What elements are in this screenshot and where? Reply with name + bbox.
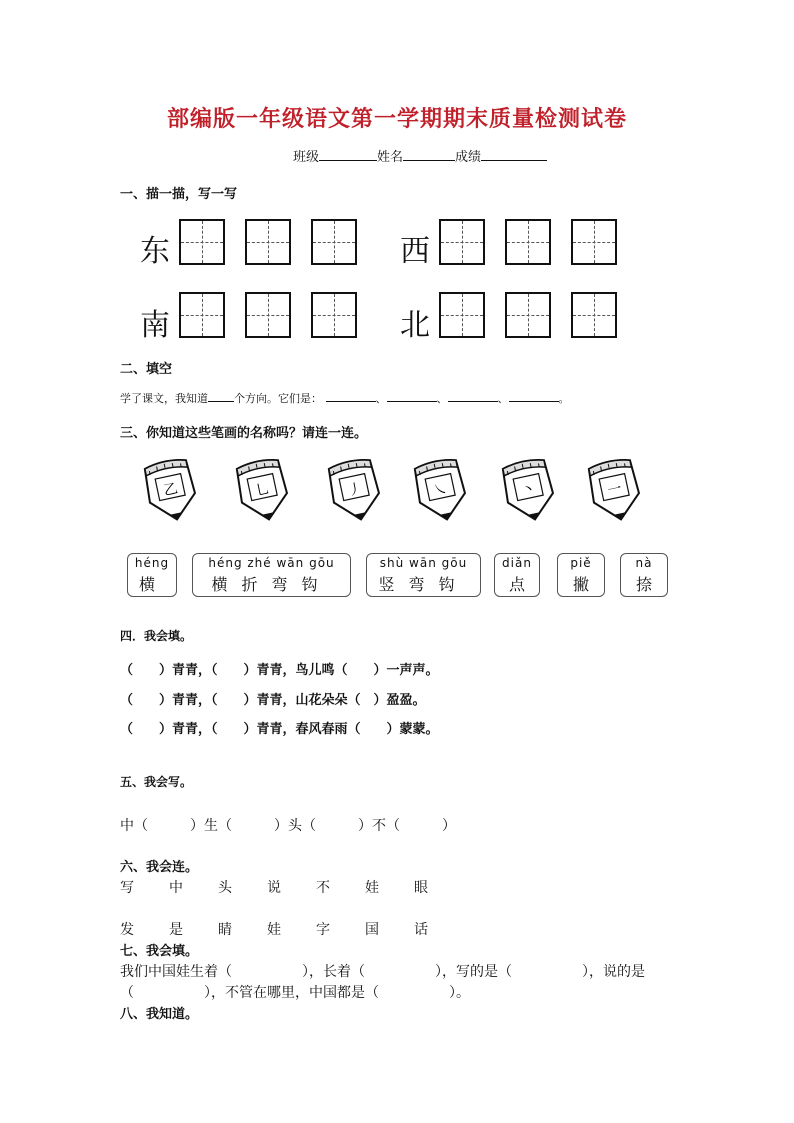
connect-char[interactable]: 娃 — [365, 880, 379, 896]
direction-blank[interactable] — [326, 391, 376, 402]
char-xi: 西 — [400, 234, 430, 269]
section-5-heading: 五、我会写。 — [120, 775, 193, 789]
name-label: 姓名 — [377, 150, 404, 165]
fill-row: （ ）青青，（ ）青青，山花朵朵（ ）盈盈。 — [120, 693, 426, 708]
connect-char[interactable]: 国 — [365, 922, 379, 938]
score-label: 成绩 — [455, 150, 482, 165]
writing-box[interactable] — [571, 292, 617, 338]
section-7-line-2: （ ），不管在哪里，中国都是（ ）。 — [120, 985, 470, 1001]
section-7-line-1: 我们中国娃生着（ ），长着（ ），写的是（ ），说的是 — [120, 964, 645, 980]
card-hanzi: 捺 — [635, 575, 652, 594]
pencil-stroke-glyph: ㇏ — [432, 480, 450, 500]
writing-box[interactable] — [179, 219, 225, 265]
direction-fill-line — [120, 390, 570, 406]
section-4-heading: 四．我会填。 — [120, 629, 193, 643]
section-8-heading: 八、我知道。 — [120, 1007, 199, 1022]
separator: 、 — [497, 392, 509, 405]
connect-row-1 — [120, 877, 463, 897]
writing-box[interactable] — [179, 292, 225, 338]
fill-row: （ ）青青，（ ）青青，鸟儿鸣（ ）一声声。 — [120, 663, 439, 678]
connect-char[interactable]: 是 — [169, 922, 183, 938]
card-pinyin: piě — [570, 556, 592, 570]
connect-char[interactable]: 话 — [414, 922, 428, 938]
class-label: 班级 — [293, 150, 320, 165]
stroke-card-heng[interactable] — [127, 553, 177, 597]
score-blank[interactable] — [481, 148, 547, 161]
pencil-stroke-glyph: 丿 — [346, 480, 364, 500]
fill-row: （ ）青青，（ ）青青，春风春雨（ ）蒙蒙。 — [120, 722, 439, 737]
connect-char[interactable]: 中 — [169, 880, 183, 896]
section-1-heading: 一、描一描，写一写 — [120, 187, 238, 202]
pencil-stroke-glyph: 丶 — [520, 480, 538, 500]
card-pinyin: shù wān gōu — [379, 556, 468, 570]
card-pinyin: nà — [635, 556, 653, 570]
stroke-card-hengzhewangou[interactable] — [192, 553, 351, 597]
char-nan: 南 — [140, 308, 170, 343]
class-blank[interactable] — [319, 148, 377, 161]
direction-blank[interactable] — [509, 391, 559, 402]
connect-char[interactable]: 眼 — [414, 880, 428, 896]
writing-box[interactable] — [505, 219, 551, 265]
write-line: 中（ ）生（ ）头（ ）不（ ） — [120, 818, 456, 834]
section-3-heading: 三、你知道这些笔画的名称吗？请连一连。 — [120, 426, 368, 441]
connect-char[interactable]: 睛 — [218, 922, 232, 938]
stroke-card-pie[interactable] — [557, 553, 605, 597]
pencil-4-icon[interactable] — [406, 456, 476, 526]
connect-char[interactable]: 说 — [267, 880, 281, 896]
stroke-card-shuwangou[interactable] — [366, 553, 481, 597]
direction-blank[interactable] — [387, 391, 437, 402]
card-hanzi: 点 — [508, 575, 525, 594]
direction-blank[interactable] — [448, 391, 498, 402]
section-7-heading: 七、我会填。 — [120, 944, 199, 959]
card-pinyin: héng — [134, 556, 170, 570]
connect-char[interactable]: 发 — [120, 922, 134, 938]
connect-char[interactable]: 字 — [316, 922, 330, 938]
separator: 、 — [375, 392, 387, 405]
pencil-stroke-glyph: 乚 — [254, 480, 272, 500]
writing-box[interactable] — [245, 219, 291, 265]
writing-box[interactable] — [245, 292, 291, 338]
pencil-6-icon[interactable] — [580, 456, 650, 526]
separator: 、 — [436, 392, 448, 405]
card-hanzi: 横折弯钩 — [211, 575, 332, 594]
connect-char[interactable]: 不 — [316, 880, 330, 896]
fill-text-b: 个方向。它们是： — [234, 392, 322, 405]
char-dong: 东 — [140, 234, 170, 269]
connect-char[interactable]: 头 — [218, 880, 232, 896]
writing-box[interactable] — [439, 292, 485, 338]
section-2-heading: 二、填空 — [120, 362, 173, 377]
count-blank[interactable] — [208, 391, 234, 402]
pencil-1-icon[interactable] — [136, 456, 206, 526]
card-pinyin: diǎn — [502, 556, 532, 570]
page-title: 部编版一年级语文第一学期期末质量检测试卷 — [166, 107, 627, 132]
pencil-stroke-glyph: 乙 — [162, 480, 180, 500]
card-hanzi: 横 — [138, 575, 165, 594]
connect-row-2 — [120, 919, 463, 939]
writing-box[interactable] — [439, 219, 485, 265]
card-hanzi: 竖弯钩 — [378, 575, 469, 594]
stroke-card-dian[interactable] — [494, 553, 540, 597]
writing-box[interactable] — [311, 292, 357, 338]
student-info-line — [293, 146, 547, 165]
pencil-5-icon[interactable] — [494, 456, 564, 526]
section-6-heading: 六、我会连。 — [120, 860, 199, 875]
stroke-card-na[interactable] — [620, 553, 668, 597]
pencil-2-icon[interactable] — [228, 456, 298, 526]
connect-char[interactable]: 写 — [120, 880, 134, 896]
writing-box[interactable] — [571, 219, 617, 265]
connect-char[interactable]: 娃 — [267, 922, 281, 938]
pencil-stroke-glyph: 一 — [606, 480, 624, 500]
name-blank[interactable] — [403, 148, 455, 161]
writing-box[interactable] — [505, 292, 551, 338]
char-bei: 北 — [400, 308, 430, 343]
writing-box[interactable] — [311, 219, 357, 265]
fill-text-a: 学了课文，我知道 — [120, 392, 208, 405]
card-hanzi: 撇 — [572, 575, 589, 594]
pencil-3-icon[interactable] — [320, 456, 390, 526]
separator: 。 — [558, 392, 570, 405]
card-pinyin: héng zhé wān gōu — [208, 556, 335, 570]
